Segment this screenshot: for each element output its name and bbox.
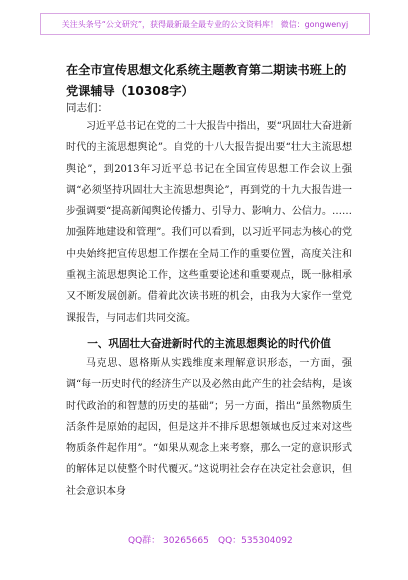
- footer-qq: QQ：535304092: [218, 536, 293, 546]
- header-banner: 关注头条号“公文研究”，获得最新最全最专业的公文资料库！ 微信：gongwenyj: [40, 13, 370, 35]
- body-paragraph: 习近平总书记在党的二十大报告中指出，要“巩固壮大奋进新时代的主流思想舆论”。自党的十八大报告提出要“壮大主流思想舆论”，到2013年习近平总书记在全国宣传思想工作会议上强调“必须坚持巩固壮大主流思想舆论”，再到党的十九大报告进一步强调要“提高新闻舆论传播力、引导力、影响力、公信力。……加强阵地建设和管理”。我们可以看到，以习近平同志为核心的党中央始终把宣传思想工作摆在全局工作的重要位置，高度关注和重视主流思想舆论工作，这些重要论述和重要观点，既一脉相承又不断发展创新。借着此次读书班的机会，由我为大家作一堂党课报告，与同志们共同交流。: [66, 121, 352, 324]
- footer-qq-group: QQ群： 30265665: [128, 536, 209, 546]
- greeting: 同志们：: [66, 102, 108, 114]
- section-paragraph: 马克思、恩格斯从实践维度来理解意识形态，一方面，强调“每一历史时代的经济生产以及必然由此产生的社会结构，是该时代政治的和智慧的历史的基础”；另一方面，指出“虽然物质生活条件是原始的起因，但是这并不排斥思想领域也反过来对这些物质条件起作用”。“如果从观念上来考察，那么一定的意识形式的解体足以使整个时代覆灭。”这说明社会存在决定社会意识，但社会意识本身: [66, 358, 352, 497]
- section-heading: 一、巩固壮大奋进新时代的主流思想舆论的时代价值: [87, 338, 331, 350]
- document-title: 在全市宣传思想文化系统主题教育第二期读书班上的党课辅导（10308字）: [66, 63, 347, 98]
